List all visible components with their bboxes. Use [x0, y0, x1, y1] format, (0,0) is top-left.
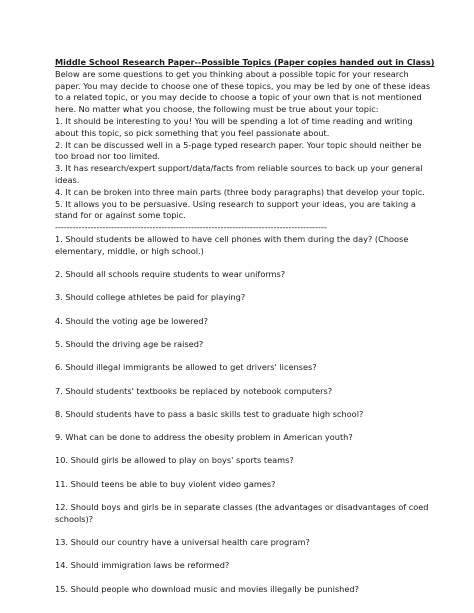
question-item: [55, 502, 429, 526]
intro-line: here. No matter what you choose, the following must be true about your topic:: [55, 104, 379, 115]
question-item: [55, 584, 423, 596]
question-text: 7. Should students' textbooks be replaced by notebook computers?: [55, 385, 333, 396]
question-text: schools)?: [55, 513, 94, 524]
question-item: [55, 362, 423, 374]
question-text: 3. Should college athletes be paid for playing?: [55, 292, 246, 303]
criteria-line: 5. It allows you to be persuasive. Using research to support your ideas, you are taking a: [55, 198, 416, 209]
dashed-separator: --------------------------------------------------------------------------------------------: [55, 222, 327, 233]
criteria-line: stand for or against some topic.: [55, 210, 186, 221]
document-title: Middle School Research Paper--Possible Topics (Paper copies handed out in Class): [55, 57, 435, 67]
question-text: 1. Should students be allowed to have cell phones with them during the day? (Choose: [55, 233, 409, 244]
question-text: 11. Should teens be able to buy violent video games?: [55, 478, 276, 489]
question-text: 12. Should boys and girls be in separate classes (the advantages or disadvantages of coed: [55, 502, 429, 513]
question-item: [55, 234, 423, 258]
intro-line: to a related topic, or you may decide to choose a topic of your own that is not mentioned: [55, 92, 422, 103]
intro-line: Below are some questions to get you thinking about a possible topic for your research: [55, 68, 409, 79]
question-item: [55, 269, 423, 281]
question-text: 15. Should people who download music and movies illegally be punished?: [55, 583, 359, 594]
criteria-line: about this topic, so pick something that you feel passionate about.: [55, 127, 330, 138]
question-text: 14. Should immigration laws be reformed?: [55, 560, 230, 571]
question-item: [55, 292, 423, 304]
question-item: [55, 479, 423, 491]
question-text: elementary, middle, or high school.): [55, 245, 204, 256]
criteria-line: 4. It can be broken into three main parts (three body paragraphs) that develop your topic.: [55, 186, 425, 197]
question-text: 13. Should our country have a universal health care program?: [55, 537, 310, 548]
criteria-line: 2. It can be discussed well in a 5-page typed research paper. Your topic should neither be: [55, 139, 422, 150]
criteria-line: 1. It should be interesting to you! You will be spending a lot of time reading and writing: [55, 115, 413, 126]
question-item: [55, 560, 423, 572]
question-text: 6. Should illegal immigrants be allowed to get drivers' licenses?: [55, 362, 317, 373]
document-page: [55, 57, 435, 607]
question-text: 2. Should all schools require students to wear uniforms?: [55, 269, 286, 280]
question-item: [55, 537, 423, 549]
question-text: 9. What can be done to address the obesity problem in American youth?: [55, 432, 353, 443]
criteria-line: ideas.: [55, 174, 80, 185]
criteria-line: too broad nor too limited.: [55, 151, 160, 162]
question-text: 5. Should the driving age be raised?: [55, 338, 204, 349]
question-item: [55, 386, 423, 398]
intro-block: [55, 68, 431, 222]
question-item: [55, 339, 423, 351]
question-text: 4. Should the voting age be lowered?: [55, 315, 208, 326]
questions-list: [55, 233, 429, 596]
question-text: 8. Should students have to pass a basic skills test to graduate high school?: [55, 408, 364, 419]
question-item: [55, 432, 423, 444]
question-text: 10. Should girls be allowed to play on boys' sports teams?: [55, 455, 294, 466]
question-item: [55, 316, 423, 328]
intro-line: paper. You may decide to choose one of these topics, you may be led by one of these ideas: [55, 80, 431, 91]
question-item: [55, 455, 423, 467]
question-item: [55, 409, 423, 421]
criteria-line: 3. It has research/expert support/data/facts from reliable sources to back up your general: [55, 163, 423, 174]
